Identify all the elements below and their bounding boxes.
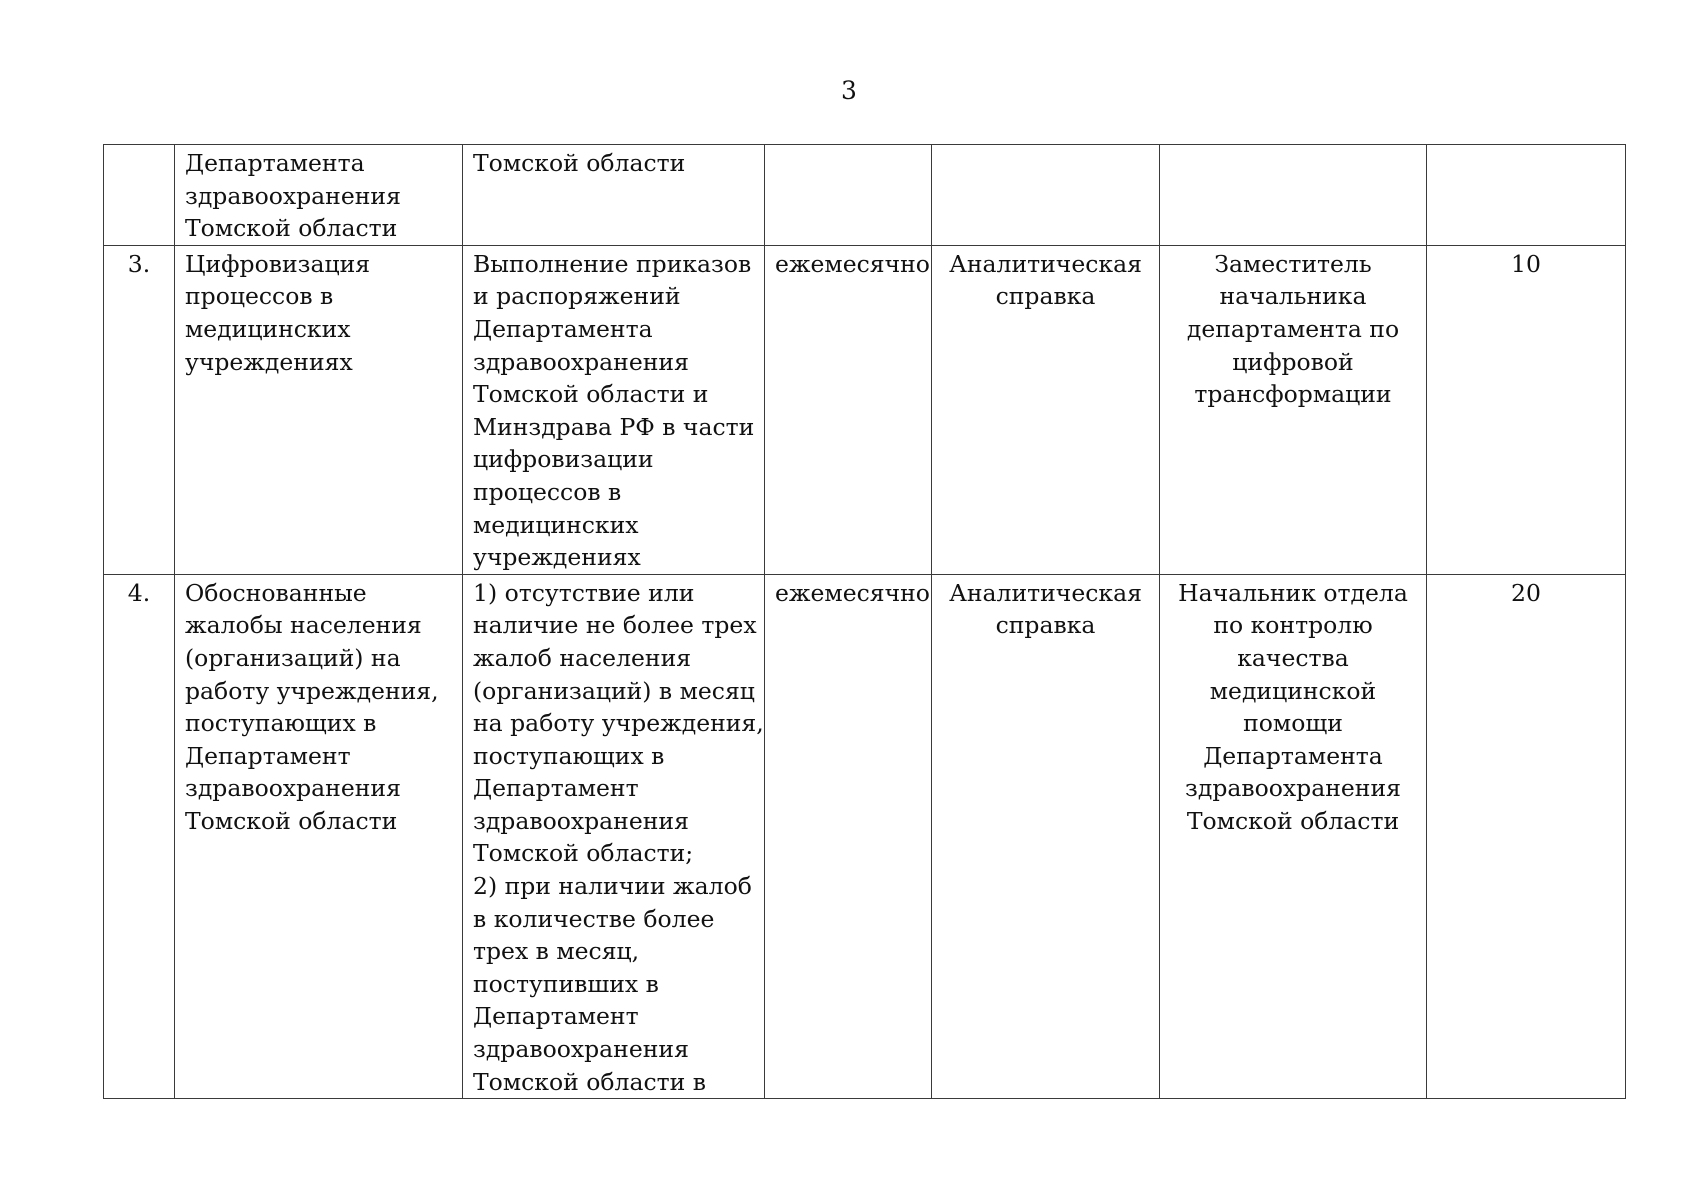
page-number: 3 (841, 76, 857, 105)
cell-number (104, 145, 175, 246)
cell-line: Департамент (473, 774, 639, 803)
cell-line: (организаций) в месяц (473, 676, 755, 705)
cell-name (175, 245, 463, 574)
cell-line: здравоохранения (473, 806, 689, 835)
cell-line: помощи (1243, 709, 1343, 738)
cell-line: справка (995, 611, 1096, 640)
cell-line: здравоохранения (473, 1035, 689, 1064)
cell-line: Цифровизация (185, 249, 371, 278)
cell-line: Томской области (473, 149, 686, 177)
cell-responsible (1160, 574, 1427, 1099)
cell-line: качества (1237, 643, 1349, 672)
cell-line: в количестве более (473, 904, 715, 933)
cell-line: Департамент (185, 741, 351, 770)
cell-line: процессов в (473, 477, 622, 506)
cell-line: Обоснованные (185, 578, 367, 607)
cell-points (1427, 145, 1626, 246)
cell-line: начальника (1219, 282, 1367, 311)
cell-line: (организаций) на (185, 643, 401, 672)
cell-line: Томской области и (473, 380, 709, 409)
cell-line: Департамента (185, 149, 365, 177)
cell-line: поступающих в (185, 709, 377, 738)
cell-line: цифровизации (473, 445, 654, 474)
cell-line: департамента по (1186, 314, 1400, 343)
cell-report (932, 245, 1160, 574)
cell-criterion (463, 245, 765, 574)
cell-line: Заместитель (1214, 249, 1372, 278)
cell-line: учреждениях (185, 347, 353, 376)
cell-points: 20 (1427, 574, 1626, 1099)
cell-line: Аналитическая (949, 249, 1142, 278)
cell-line: 1) отсутствие или (473, 578, 695, 607)
cell-line: Томской области (185, 214, 398, 243)
cell-line: на работу учреждения, (473, 709, 764, 738)
cell-line: поступивших в (473, 969, 659, 998)
cell-line: здравоохранения (185, 181, 401, 210)
table-row (104, 145, 1626, 246)
cell-line: наличие не более трех (473, 611, 757, 640)
cell-name (175, 574, 463, 1099)
cell-line: здравоохранения (1185, 774, 1401, 803)
cell-line: по контролю (1213, 611, 1373, 640)
cell-line: трансформации (1194, 380, 1392, 409)
cell-criterion (463, 145, 765, 246)
cell-line: здравоохранения (473, 347, 689, 376)
cell-name (175, 145, 463, 246)
table-row (104, 574, 1626, 1099)
cell-line: Томской области; (473, 839, 694, 868)
cell-responsible (1160, 145, 1427, 246)
cell-line: учреждениях (473, 543, 641, 572)
cell-line: 2) при наличии жалоб (473, 872, 752, 901)
table-row (104, 245, 1626, 574)
cell-line: медицинских (473, 510, 639, 539)
cell-line: Томской области (1186, 806, 1400, 835)
cell-number: 4. (104, 574, 175, 1099)
cell-line: справка (995, 282, 1096, 311)
cell-line: поступающих в (473, 741, 665, 770)
cell-report (932, 574, 1160, 1099)
cell-line: медицинской (1209, 676, 1377, 705)
cell-line: жалоб населения (473, 643, 692, 672)
cell-line: медицинских (185, 314, 351, 343)
cell-line: Минздрава РФ в части (473, 412, 755, 441)
criteria-table (103, 144, 1626, 1099)
cell-line: жалобы населения (185, 611, 422, 640)
cell-line: трех в месяц, (473, 937, 640, 966)
cell-line: Департамента (473, 314, 653, 343)
cell-line: Департамента (1203, 741, 1383, 770)
cell-criterion (463, 574, 765, 1099)
cell-line: здравоохранения (185, 774, 401, 803)
cell-line: и распоряжений (473, 282, 681, 311)
cell-line: Томской области в (473, 1067, 706, 1096)
cell-line: Департамент (473, 1002, 639, 1031)
cell-line: Начальник отдела (1178, 578, 1408, 607)
cell-line: Выполнение приказов (473, 249, 752, 278)
cell-line: работу учреждения, (185, 676, 439, 705)
cell-report (932, 145, 1160, 246)
cell-line: цифровой (1232, 347, 1354, 376)
cell-number: 3. (104, 245, 175, 574)
cell-line: процессов в (185, 282, 334, 311)
cell-period: ежемесячно (765, 245, 932, 574)
cell-line: Томской области (185, 806, 398, 835)
cell-points: 10 (1427, 245, 1626, 574)
cell-period: ежемесячно (765, 574, 932, 1099)
cell-line: Аналитическая (949, 578, 1142, 607)
cell-responsible (1160, 245, 1427, 574)
cell-period (765, 145, 932, 246)
